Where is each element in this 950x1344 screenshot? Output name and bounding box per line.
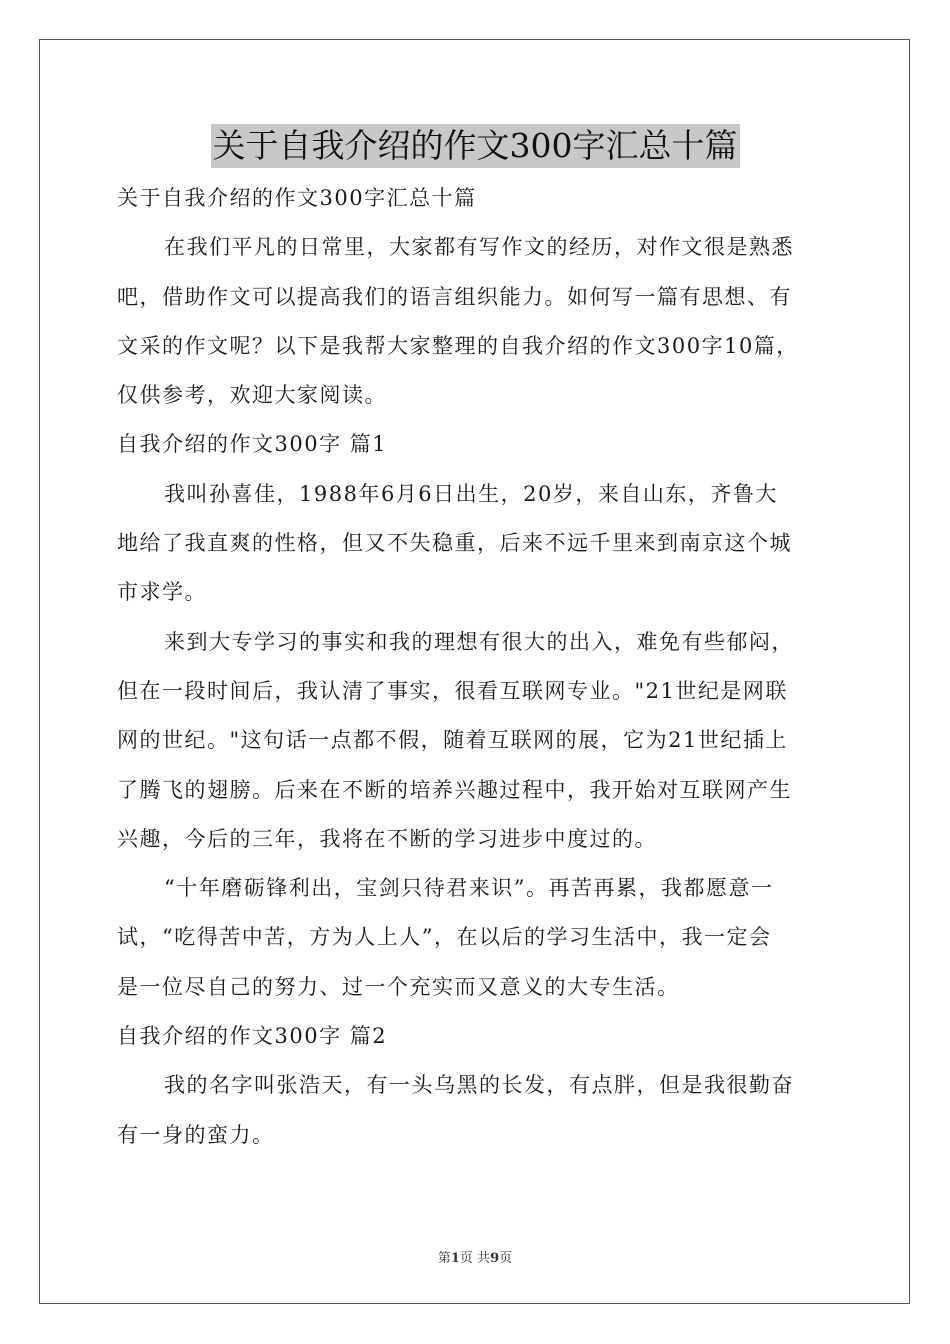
page-footer xyxy=(0,1247,950,1266)
text-line: “十年磨砺锋利出，宝剑只待君来识”。再苦再累，我都愿意一 xyxy=(164,876,774,901)
text-line: 我叫孙喜佳，1988年6月6日出生，20岁，来自山东，齐鲁大 xyxy=(164,481,778,506)
document-title: 关于自我介绍的作文300字汇总十篇 xyxy=(211,124,740,168)
text-line: 我的名字叫张浩天，有一头乌黑的长发，有点胖，但是我很勤奋 xyxy=(164,1073,794,1098)
title-container xyxy=(0,124,950,168)
footer-suffix: 页 xyxy=(499,1251,513,1266)
text-line: 网的世纪。"这句话一点都不假，随着互联网的展，它为21世纪插上 xyxy=(117,728,788,753)
text-line: 在我们平凡的日常里，大家都有写作文的经历，对作文很是熟悉 xyxy=(164,235,794,260)
text-line: 自我介绍的作文300字 篇1 xyxy=(117,432,388,457)
text-line: 但在一段时间后，我认清了事实，很看互联网专业。"21世纪是网联 xyxy=(117,678,788,703)
footer-current-page: 1 xyxy=(450,1251,460,1266)
text-line: 兴趣，今后的三年，我将在不断的学习进步中度过的。 xyxy=(117,826,657,851)
text-line: 了腾飞的翅膀。后来在不断的培养兴趣过程中，我开始对互联网产生 xyxy=(117,777,792,802)
text-line: 关于自我介绍的作文300字汇总十篇 xyxy=(117,186,477,210)
text-line: 是一位尽自己的努力、过一个充实而又意义的大专生活。 xyxy=(117,974,680,999)
text-line: 试，“吃得苦中苦，方为人上人”，在以后的学习生活中，我一定会 xyxy=(117,925,772,950)
text-line: 有一身的蛮力。 xyxy=(117,1122,275,1147)
text-line: 文采的作文呢？以下是我帮大家整理的自我介绍的作文300字10篇， xyxy=(117,333,799,358)
text-line: 自我介绍的作文300字 篇2 xyxy=(117,1024,388,1049)
document-body xyxy=(117,174,833,1160)
text-line: 来到大专学习的事实和我的理想有很大的出入，难免有些郁闷， xyxy=(164,629,794,654)
text-line: 吧，借助作文可以提高我们的语言组织能力。如何写一篇有思想、有 xyxy=(117,284,792,309)
footer-mid: 页 共 xyxy=(459,1251,491,1266)
footer-total-pages: 9 xyxy=(490,1251,500,1266)
footer-prefix: 第 xyxy=(437,1251,451,1266)
text-line: 仅供参考，欢迎大家阅读。 xyxy=(117,383,387,408)
text-line: 地给了我直爽的性格，但又不失稳重，后来不远千里来到南京这个城 xyxy=(117,531,792,556)
text-line: 市求学。 xyxy=(117,580,207,605)
